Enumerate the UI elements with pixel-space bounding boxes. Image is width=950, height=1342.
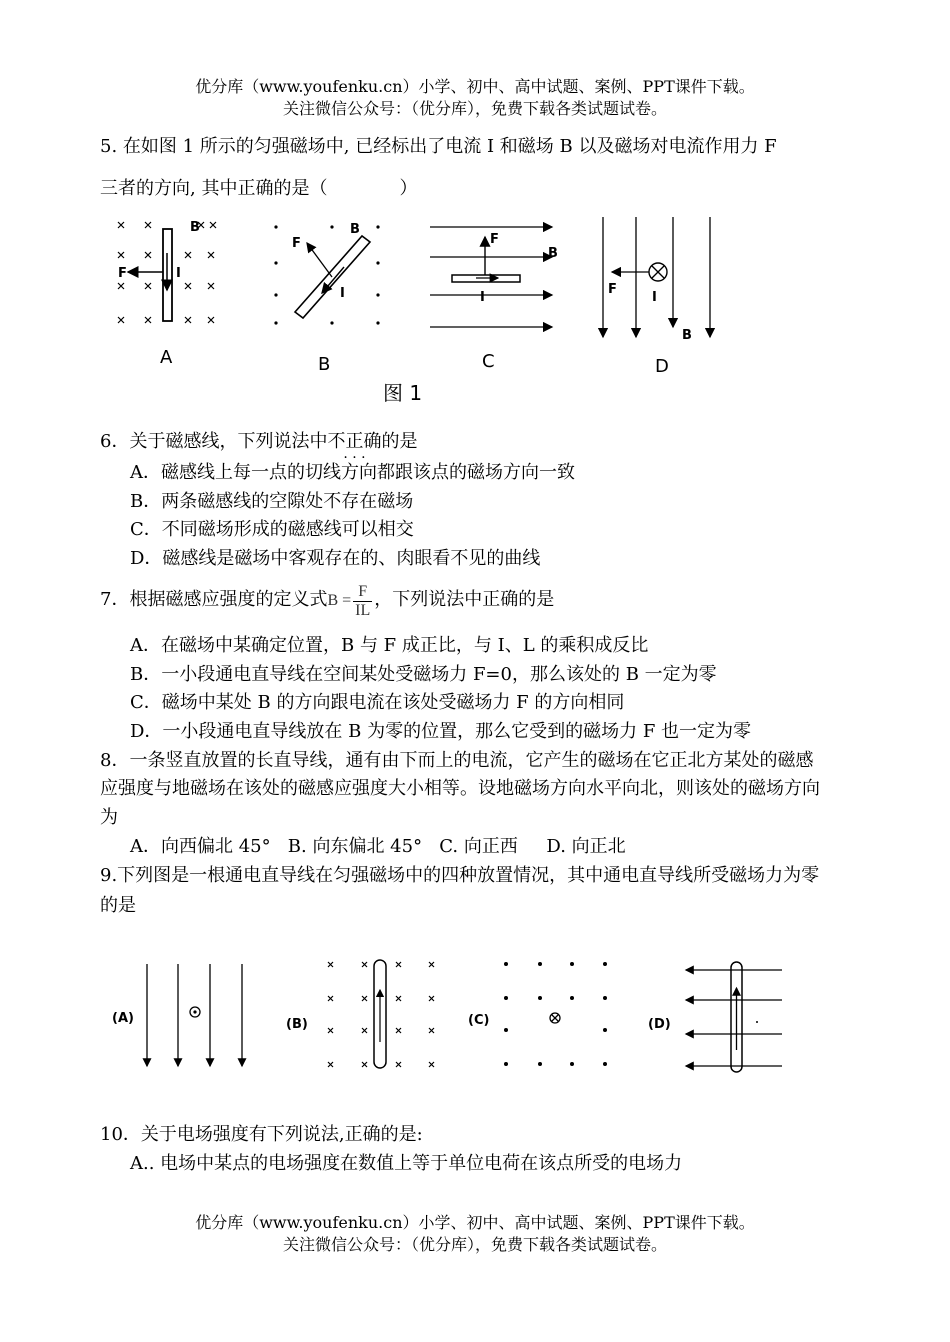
fig1-b-label-b: B xyxy=(350,222,360,237)
q6-option-c: C．不同磁场形成的磁感线可以相交 xyxy=(130,519,414,540)
q9-panel-b xyxy=(286,960,434,1068)
fig1-b-caption: B xyxy=(318,354,331,375)
q7-formula xyxy=(327,582,374,619)
figure-1 xyxy=(100,205,740,410)
fig1-b-label-i: I xyxy=(340,286,345,301)
fig1-a-label-i: I xyxy=(176,266,181,281)
fig1-d-label-i: I xyxy=(652,290,657,305)
fig1-c-label-i: I xyxy=(480,290,485,305)
q9-panel-a xyxy=(112,964,242,1066)
q7-formula-lhs: B = xyxy=(327,592,352,609)
q6-stem-emph-text: 不正确 xyxy=(327,431,382,452)
q9-panel-d xyxy=(648,962,782,1072)
fig1-c-caption: C xyxy=(482,351,495,372)
emphasis-dots: · · · xyxy=(343,450,366,466)
q10-stem: 10．关于电场强度有下列说法,正确的是: xyxy=(100,1124,423,1145)
q9-panel-c-label: (C) xyxy=(468,1013,490,1028)
fig1-c-label-f: F xyxy=(490,232,499,247)
fig1-panel-b xyxy=(274,222,379,375)
header-line-2: 关注微信公众号：（优分库），免费下载各类试题试卷。 xyxy=(282,99,667,118)
q7-stem xyxy=(100,582,554,620)
q7-option-d: D．一小段通电直导线放在 B 为零的位置，那么它受到的磁场力 F 也一定为零 xyxy=(130,721,752,742)
q7-stem-b: ，下列说法中正确的是 xyxy=(374,589,555,610)
fig1-d-caption: D xyxy=(655,356,669,377)
header-line-1: 优分库（www.youfenku.cn）小学、初中、高中试题、案例、PPT课件下载。 xyxy=(195,77,755,96)
q6-option-a: A．磁感线上每一点的切线方向都跟该点的磁场方向一致 xyxy=(130,462,575,483)
q6-stem-a: 6．关于磁感线，下列说法中 xyxy=(100,431,328,452)
q6-stem xyxy=(100,428,418,466)
q8-stem-line-3: 为 xyxy=(100,807,118,828)
q6-option-d: D．磁感线是磁场中客观存在的、肉眼看不见的曲线 xyxy=(130,548,541,569)
fig1-caption: 图 1 xyxy=(383,381,423,405)
q7-option-b: B．一小段通电直导线在空间某处受磁场力 F=0，那么该处的 B 一定为零 xyxy=(130,664,717,685)
q5-stem-line-1: 5. 在如图 1 所示的匀强磁场中, 已经标出了电流 I 和磁场 B 以及磁场对电流作用力 F xyxy=(100,136,777,157)
fig1-panel-a xyxy=(118,220,216,368)
q5-stem-line-2: 三者的方向, 其中正确的是（ ） xyxy=(100,178,418,199)
q7-option-c: C．磁场中某处 B 的方向跟电流在该处受磁场力 F 的方向相同 xyxy=(130,692,625,713)
q8-stem-line-1: 8．一条竖直放置的长直导线，通有由下而上的电流，它产生的磁场在它正北方某处的磁感 xyxy=(100,750,814,771)
fig1-d-label-f: F xyxy=(608,282,617,297)
fig1-panel-c xyxy=(430,227,558,372)
q7-stem-a: 7．根据磁感应强度的定义式 xyxy=(100,589,328,610)
q10-option-a: A.. 电场中某点的电场强度在数值上等于单位电荷在该点所受的电场力 xyxy=(130,1153,683,1174)
fig1-a-caption: A xyxy=(160,347,173,368)
q7-formula-denominator: IL xyxy=(355,601,371,619)
fig1-d-label-b: B xyxy=(682,328,692,343)
q9-stem-line-2: 的是 xyxy=(100,895,136,916)
q7-formula-numerator: F xyxy=(353,583,372,602)
q8-stem-line-2: 应强度与地磁场在该处的磁感应强度大小相等。设地磁场方向水平向北，则该处的磁场方向 xyxy=(100,778,820,799)
fig1-panel-d xyxy=(603,217,710,377)
q9-panel-c xyxy=(468,962,607,1066)
fig1-a-label-f: F xyxy=(118,266,127,281)
fig1-a-label-b: B xyxy=(190,220,200,235)
figure-q9 xyxy=(100,950,800,1080)
q8-options: A．向西偏北 45° B. 向东偏北 45° C. 向正西 D. 向正北 xyxy=(130,836,626,857)
q6-stem-b: 的是 xyxy=(381,431,418,452)
fig1-b-label-f: F xyxy=(292,236,301,251)
fig1-c-label-b: B xyxy=(548,246,558,261)
footer-line-2: 关注微信公众号：（优分库），免费下载各类试题试卷。 xyxy=(282,1235,667,1254)
q9-panel-a-label: (A) xyxy=(112,1011,134,1026)
q9-stem-line-1: 9.下列图是一根通电直导线在匀强磁场中的四种放置情况，其中通电直导线所受磁场力为零 xyxy=(100,865,820,886)
q9-panel-d-label: (D) xyxy=(648,1017,671,1032)
q6-option-b: B．两条磁感线的空隙处不存在磁场 xyxy=(130,491,414,512)
q7-option-a: A．在磁场中某确定位置，B 与 F 成正比，与 I、L 的乘积成反比 xyxy=(130,635,649,656)
q6-stem-emphasis xyxy=(327,431,382,466)
q9-panel-b-label: (B) xyxy=(286,1017,308,1032)
footer-line-1: 优分库（www.youfenku.cn）小学、初中、高中试题、案例、PPT课件下载。 xyxy=(195,1213,755,1232)
